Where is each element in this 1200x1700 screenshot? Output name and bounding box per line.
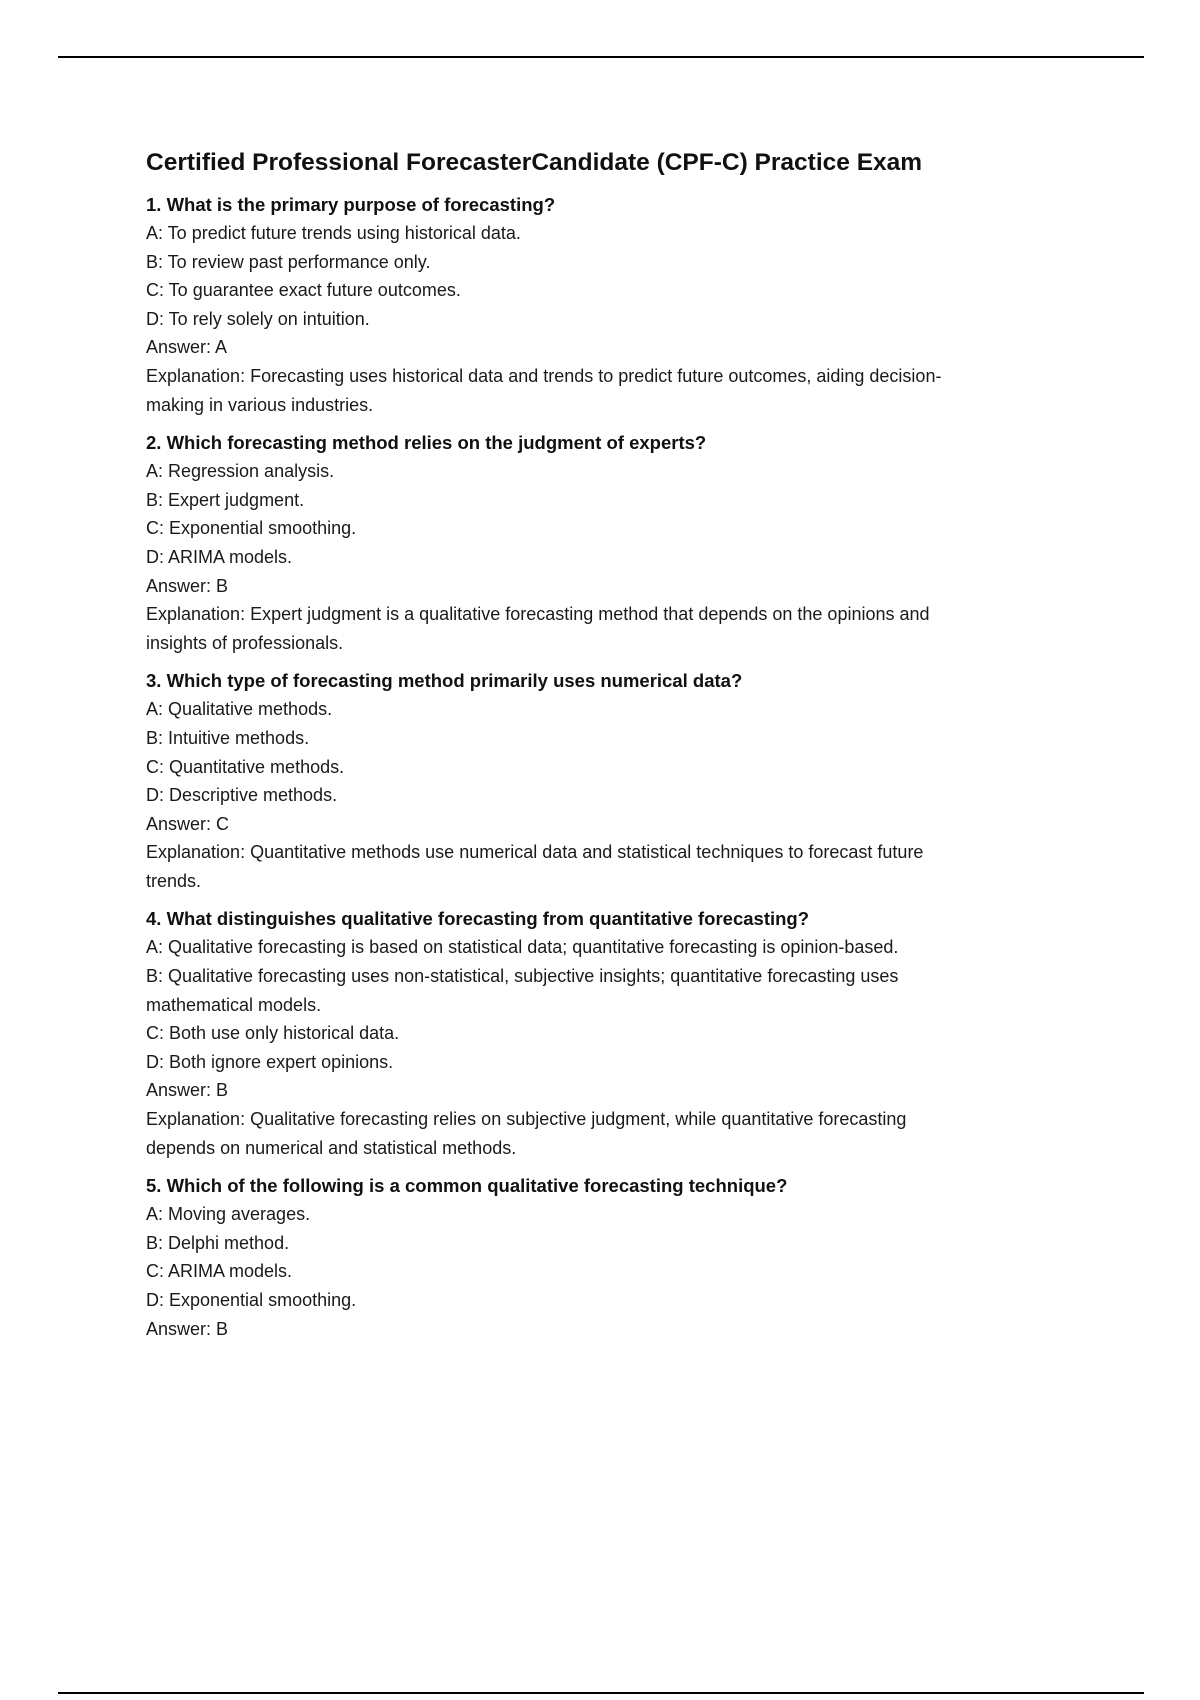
option-b: B: Expert judgment. bbox=[146, 489, 305, 510]
option-c: C: Quantitative methods. bbox=[146, 756, 345, 777]
question-text: 4. What distinguishes qualitative forecasting from quantitative forecasting? bbox=[146, 908, 810, 930]
option-d: D: Exponential smoothing. bbox=[146, 1290, 357, 1310]
option-d: D: Both ignore expert opinions. bbox=[146, 1051, 394, 1072]
answer: Answer: A bbox=[146, 337, 228, 358]
option-a: A: Qualitative forecasting is based on statistical data; quantitative forecasting is opinion-based. bbox=[146, 937, 899, 958]
option-a: A: Qualitative methods. bbox=[146, 699, 333, 720]
question-block bbox=[146, 190, 1066, 419]
explanation-line: insights of professionals. bbox=[146, 632, 344, 653]
option-b-continued: mathematical models. bbox=[146, 994, 322, 1015]
answer: Answer: B bbox=[146, 1318, 229, 1339]
footer-rule bbox=[58, 1692, 1144, 1694]
explanation-line: making in various industries. bbox=[146, 394, 374, 415]
exam-document bbox=[146, 146, 1066, 1352]
option-d: D: ARIMA models. bbox=[146, 546, 293, 567]
explanation-line: trends. bbox=[146, 870, 202, 891]
question-block bbox=[146, 1171, 1066, 1343]
answer: Answer: B bbox=[146, 1080, 229, 1101]
explanation-line: Explanation: Forecasting uses historical data and trends to predict future outcomes, aiding decision- bbox=[146, 365, 942, 386]
option-b: B: Qualitative forecasting uses non-statistical, subjective insights; quantitative forecasting uses bbox=[146, 966, 899, 987]
answer: Answer: B bbox=[146, 575, 229, 596]
option-d: D: Descriptive methods. bbox=[146, 785, 338, 806]
header-rule bbox=[58, 56, 1144, 58]
explanation-line: Explanation: Qualitative forecasting relies on subjective judgment, while quantitative forecasting bbox=[146, 1109, 907, 1130]
question-block bbox=[146, 666, 1066, 895]
explanation-line: Explanation: Quantitative methods use numerical data and statistical techniques to forecast future bbox=[146, 842, 924, 863]
explanation-line: depends on numerical and statistical methods. bbox=[146, 1137, 517, 1158]
option-b: B: Intuitive methods. bbox=[146, 727, 310, 748]
question-block bbox=[146, 428, 1066, 657]
option-d: D: To rely solely on intuition. bbox=[146, 308, 370, 329]
question-text: 3. Which type of forecasting method primarily uses numerical data? bbox=[146, 670, 743, 692]
explanation-line: Explanation: Expert judgment is a qualitative forecasting method that depends on the opinions and bbox=[146, 604, 930, 625]
answer: Answer: C bbox=[146, 813, 230, 834]
question-text: 5. Which of the following is a common qualitative forecasting technique? bbox=[146, 1175, 788, 1197]
question-text: 2. Which forecasting method relies on the judgment of experts? bbox=[146, 432, 707, 454]
option-b: B: Delphi method. bbox=[146, 1232, 290, 1253]
option-c: C: To guarantee exact future outcomes. bbox=[146, 280, 461, 301]
question-text: 1. What is the primary purpose of forecasting? bbox=[146, 194, 556, 215]
option-c: C: Both use only historical data. bbox=[146, 1023, 400, 1044]
question-block bbox=[146, 904, 1066, 1162]
option-a: A: Moving averages. bbox=[146, 1204, 311, 1225]
option-c: C: Exponential smoothing. bbox=[146, 518, 357, 539]
option-a: A: Regression analysis. bbox=[146, 461, 335, 482]
option-c: C: ARIMA models. bbox=[146, 1261, 293, 1282]
option-b: B: To review past performance only. bbox=[146, 251, 431, 272]
page-title: Certified Professional ForecasterCandidate (CPF-C) Practice Exam bbox=[146, 149, 923, 176]
option-a: A: To predict future trends using historical data. bbox=[146, 223, 521, 243]
